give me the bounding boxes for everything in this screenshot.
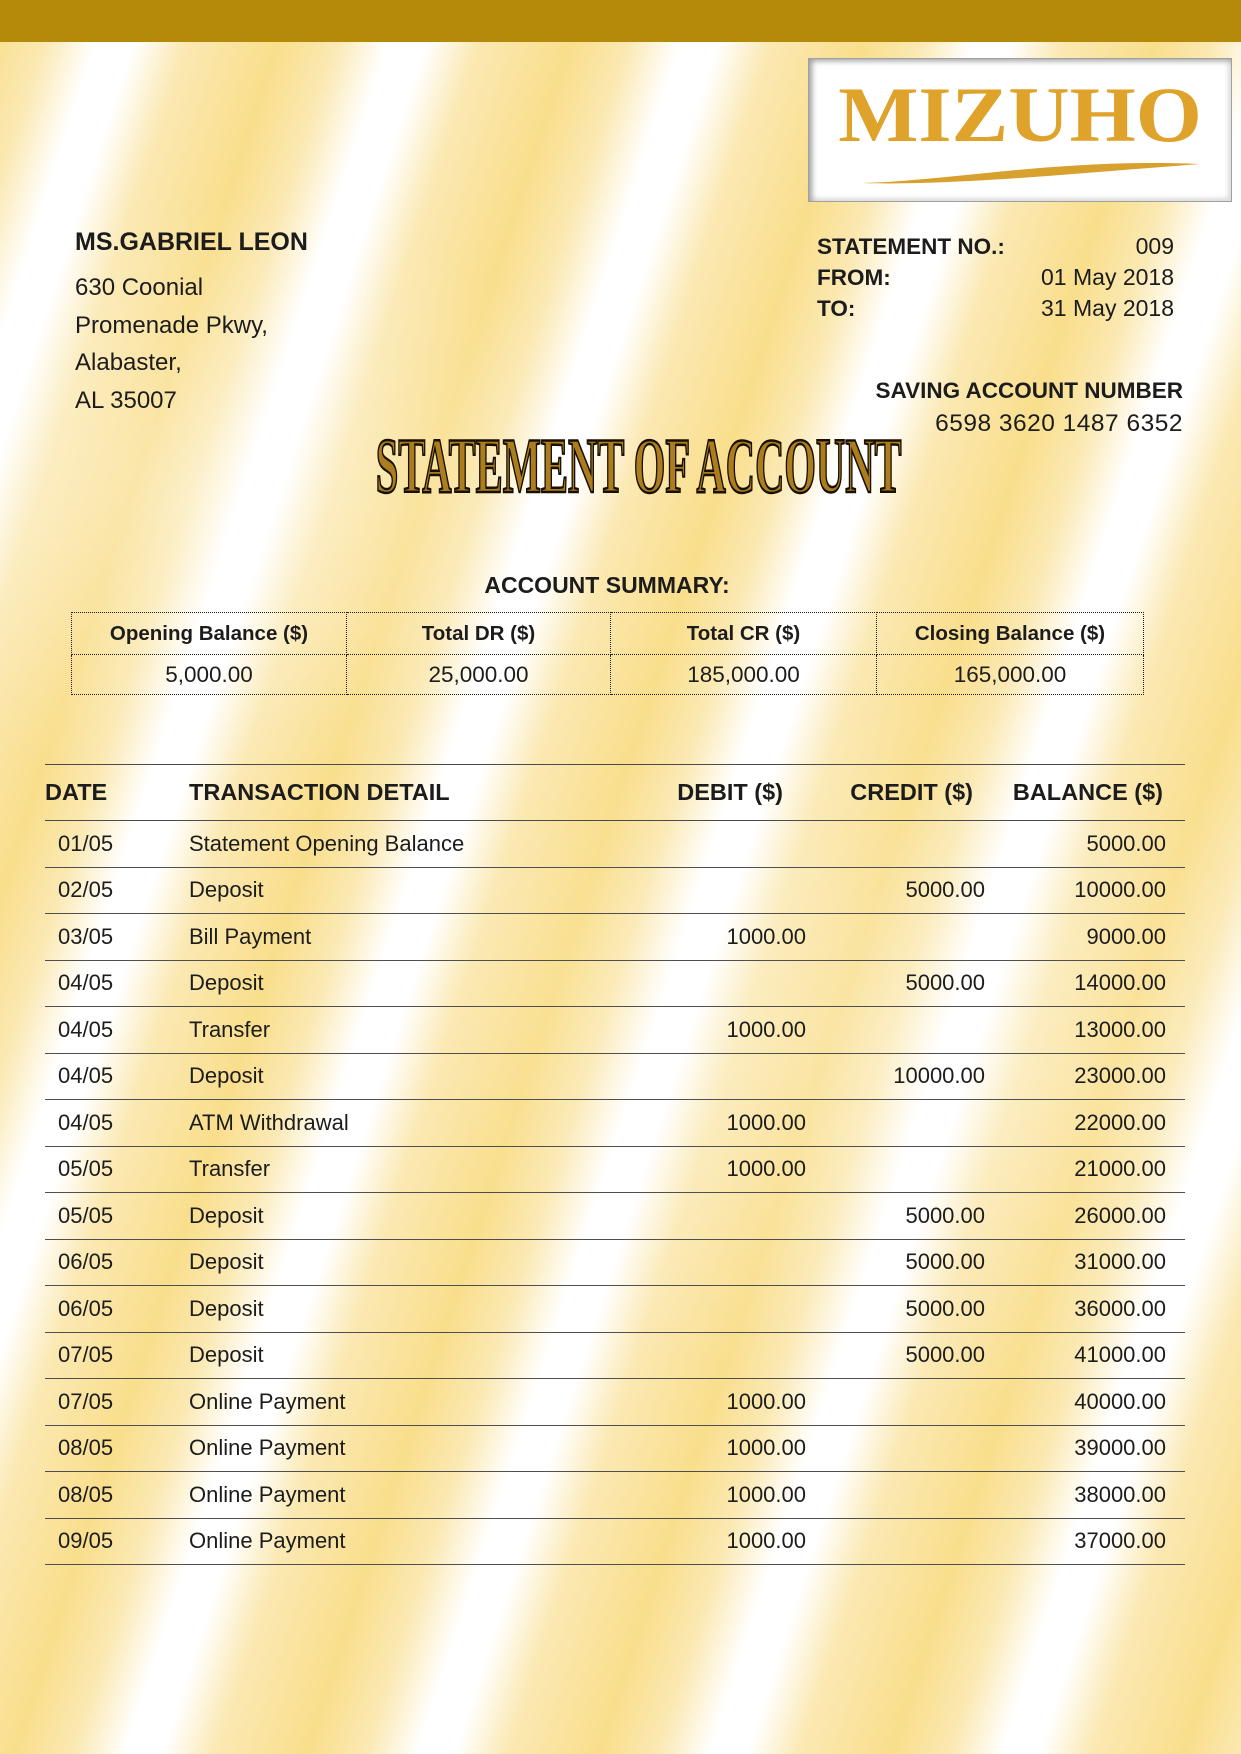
customer-name: MS.GABRIEL LEON xyxy=(75,228,308,256)
meta-row-from xyxy=(817,264,1174,295)
summary-values-row xyxy=(72,655,1144,695)
cell-date: 06/05 xyxy=(58,1249,114,1275)
meta-row-to xyxy=(817,295,1174,326)
summary-col-total-cr: Total CR ($) xyxy=(611,613,877,655)
customer-address-block xyxy=(75,228,308,419)
table-row xyxy=(45,1147,1185,1194)
cell-transaction-detail: Deposit xyxy=(189,970,264,996)
cell-balance: 37000.00 xyxy=(1074,1528,1166,1554)
cell-transaction-detail: Online Payment xyxy=(189,1528,346,1554)
cell-balance: 23000.00 xyxy=(1074,1063,1166,1089)
table-row xyxy=(45,961,1185,1008)
cell-credit: 5000.00 xyxy=(905,1295,985,1321)
cell-debit: 1000.00 xyxy=(726,1481,806,1507)
table-row xyxy=(45,1100,1185,1147)
cell-transaction-detail: Deposit xyxy=(189,877,264,903)
statement-no-value: 009 xyxy=(1135,233,1174,259)
table-row xyxy=(45,1379,1185,1426)
saving-account-number: 6598 3620 1487 6352 xyxy=(935,410,1183,437)
cell-date: 04/05 xyxy=(58,1109,114,1135)
cell-date: 06/05 xyxy=(58,1295,114,1321)
header-cell-detail: TRANSACTION DETAIL xyxy=(189,779,450,805)
from-value: 01 May 2018 xyxy=(1041,264,1174,290)
cell-transaction-detail: Deposit xyxy=(189,1249,264,1275)
meta-row-statement-no xyxy=(817,233,1174,264)
saving-account-label: SAVING ACCOUNT NUMBER xyxy=(875,378,1183,403)
cell-date: 05/05 xyxy=(58,1202,114,1228)
to-value: 31 May 2018 xyxy=(1041,295,1174,321)
cell-date: 01/05 xyxy=(58,830,114,856)
cell-balance: 13000.00 xyxy=(1074,1016,1166,1042)
cell-transaction-detail: Deposit xyxy=(189,1342,264,1368)
table-row xyxy=(45,868,1185,915)
cell-balance: 9000.00 xyxy=(1086,923,1166,949)
table-row xyxy=(45,1333,1185,1380)
top-gold-band xyxy=(0,0,1241,42)
cell-balance: 14000.00 xyxy=(1074,970,1166,996)
cell-credit: 5000.00 xyxy=(905,970,985,996)
cell-transaction-detail: Online Payment xyxy=(189,1481,346,1507)
from-label: FROM: xyxy=(817,265,891,290)
table-row xyxy=(45,1240,1185,1287)
cell-date: 07/05 xyxy=(58,1342,114,1368)
cell-balance: 36000.00 xyxy=(1074,1295,1166,1321)
summary-closing-balance-value: 165,000.00 xyxy=(877,655,1144,695)
cell-date: 09/05 xyxy=(58,1528,114,1554)
summary-header-row xyxy=(72,613,1144,655)
statement-meta-block xyxy=(817,233,1174,326)
cell-transaction-detail: Deposit xyxy=(189,1063,264,1089)
cell-transaction-detail: Deposit xyxy=(189,1295,264,1321)
cell-balance: 39000.00 xyxy=(1074,1435,1166,1461)
cell-debit: 1000.00 xyxy=(726,1388,806,1414)
address-line-4: AL 35007 xyxy=(75,386,177,414)
cell-balance: 26000.00 xyxy=(1074,1202,1166,1228)
cell-transaction-detail: Statement Opening Balance xyxy=(189,830,465,856)
cell-date: 04/05 xyxy=(58,1016,114,1042)
cell-date: 04/05 xyxy=(58,970,114,996)
table-row xyxy=(45,1054,1185,1101)
cell-debit: 1000.00 xyxy=(726,1435,806,1461)
cell-transaction-detail: Online Payment xyxy=(189,1435,346,1461)
cell-balance: 31000.00 xyxy=(1074,1249,1166,1275)
cell-date: 02/05 xyxy=(58,877,114,903)
logo-swoosh-icon xyxy=(861,155,1201,187)
cell-transaction-detail: Deposit xyxy=(189,1202,264,1228)
cell-date: 08/05 xyxy=(58,1481,114,1507)
address-line-2: Promenade Pkwy, xyxy=(75,311,268,339)
table-row xyxy=(45,1007,1185,1054)
account-summary-heading: ACCOUNT SUMMARY: xyxy=(484,572,730,598)
table-row xyxy=(45,914,1185,961)
cell-date: 07/05 xyxy=(58,1388,114,1414)
cell-transaction-detail: ATM Withdrawal xyxy=(189,1109,349,1135)
cell-date: 04/05 xyxy=(58,1063,114,1089)
cell-date: 03/05 xyxy=(58,923,114,949)
header-cell-credit: CREDIT ($) xyxy=(850,779,973,805)
transactions-body xyxy=(45,821,1185,1565)
address-line-3: Alabaster, xyxy=(75,349,182,376)
cell-debit: 1000.00 xyxy=(726,1528,806,1554)
cell-balance: 38000.00 xyxy=(1074,1481,1166,1507)
header-cell-balance: BALANCE ($) xyxy=(1012,779,1163,805)
cell-date: 08/05 xyxy=(58,1435,114,1461)
statement-no-label: STATEMENT NO.: xyxy=(817,234,1005,259)
cell-credit: 5000.00 xyxy=(905,1202,985,1228)
page-title: STATEMENT OF ACCOUNT xyxy=(375,422,902,509)
table-row xyxy=(45,1193,1185,1240)
cell-balance: 5000.00 xyxy=(1086,830,1166,856)
summary-col-opening-balance: Opening Balance ($) xyxy=(72,613,347,655)
transactions-table xyxy=(45,764,1185,1565)
cell-credit: 5000.00 xyxy=(905,1342,985,1368)
to-label: TO: xyxy=(817,296,856,321)
cell-debit: 1000.00 xyxy=(726,1109,806,1135)
bank-logo-box xyxy=(808,58,1232,202)
mizuho-logo-text: MIZUHO xyxy=(838,71,1202,159)
header-cell-debit: DEBIT ($) xyxy=(677,779,783,805)
cell-credit: 5000.00 xyxy=(905,1249,985,1275)
cell-balance: 10000.00 xyxy=(1074,877,1166,903)
cell-balance: 40000.00 xyxy=(1074,1388,1166,1414)
account-summary-table xyxy=(71,612,1144,695)
table-row xyxy=(45,1472,1185,1519)
transactions-header-row xyxy=(45,764,1185,821)
summary-col-total-dr: Total DR ($) xyxy=(347,613,611,655)
table-row xyxy=(45,821,1185,868)
cell-balance: 21000.00 xyxy=(1074,1156,1166,1182)
cell-transaction-detail: Transfer xyxy=(189,1016,271,1042)
cell-balance: 41000.00 xyxy=(1074,1342,1166,1368)
cell-transaction-detail: Online Payment xyxy=(189,1388,346,1414)
summary-opening-balance-value: 5,000.00 xyxy=(72,655,347,695)
summary-total-cr-value: 185,000.00 xyxy=(611,655,877,695)
cell-date: 05/05 xyxy=(58,1156,114,1182)
header-cell-date: DATE xyxy=(45,779,108,805)
summary-col-closing-balance: Closing Balance ($) xyxy=(877,613,1144,655)
cell-transaction-detail: Transfer xyxy=(189,1156,271,1182)
cell-debit: 1000.00 xyxy=(726,1016,806,1042)
address-line-1: 630 Coonial xyxy=(75,274,204,301)
table-row xyxy=(45,1519,1185,1566)
summary-total-dr-value: 25,000.00 xyxy=(347,655,611,695)
cell-debit: 1000.00 xyxy=(726,1156,806,1182)
cell-debit: 1000.00 xyxy=(726,923,806,949)
table-row xyxy=(45,1426,1185,1473)
cell-transaction-detail: Bill Payment xyxy=(189,923,312,949)
cell-credit: 5000.00 xyxy=(905,877,985,903)
cell-credit: 10000.00 xyxy=(893,1063,985,1089)
table-row xyxy=(45,1286,1185,1333)
cell-balance: 22000.00 xyxy=(1074,1109,1166,1135)
